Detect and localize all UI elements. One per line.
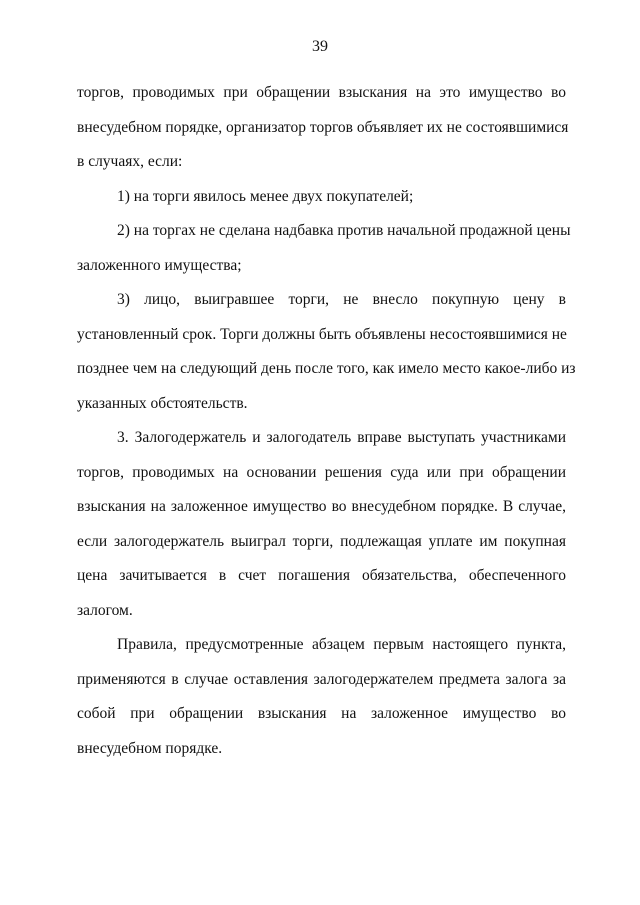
text-line: указанных обстоятельств. (77, 394, 248, 412)
text-line: взыскания на заложенное имущество во внесудебном порядке. В случае, (77, 498, 566, 515)
text-line: 3. Залогодержатель и залогодатель вправе выступать участниками (117, 429, 566, 446)
text-line: применяются в случае оставления залогодержателем предмета залога за (77, 670, 566, 688)
text-line: Правила, предусмотренные абзацем первым настоящего пункта, (117, 636, 566, 653)
text-line: торгов, проводимых при обращении взыскания на это имущество во (77, 84, 566, 101)
clause-3 (77, 421, 566, 628)
text-line: в случаях, если: (77, 153, 183, 170)
text-line: 1) на торги явилось менее двух покупателей; (117, 187, 414, 205)
text-line: внесудебном порядке. (77, 739, 223, 757)
text-line: позднее чем на следующий день после того, как имело место какое-либо из (77, 360, 576, 377)
text-line: если залогодержатель выиграл торги, подлежащая уплате им покупная (77, 532, 566, 550)
list-item-3 (77, 283, 576, 421)
paragraph-continuation (77, 76, 569, 180)
text-line: установленный срок. Торги должны быть объявлены несостоявшимися не (77, 325, 567, 343)
list-item-2 (77, 214, 571, 283)
text-line: торгов, проводимых на основании решения суда или при обращении (77, 463, 566, 481)
text-line: залогом. (77, 601, 133, 619)
text-line: 3) лицо, выигравшее торги, не внесло покупную цену в (117, 291, 566, 308)
text-line: внесудебном порядке, организатор торгов объявляет их не состоявшимися (77, 118, 569, 136)
text-line: собой при обращении взыскания на заложенное имущество во (77, 705, 566, 722)
text-line: 2) на торгах не сделана надбавка против начальной продажной цены (117, 222, 571, 239)
document-body (77, 76, 576, 766)
list-item-1 (77, 180, 566, 215)
text-line: цена зачитывается в счет погашения обязательства, обеспеченного (77, 567, 566, 584)
page-number: 39 (312, 38, 328, 55)
text-line: заложенного имущества; (77, 256, 242, 274)
rules-paragraph (77, 628, 566, 766)
